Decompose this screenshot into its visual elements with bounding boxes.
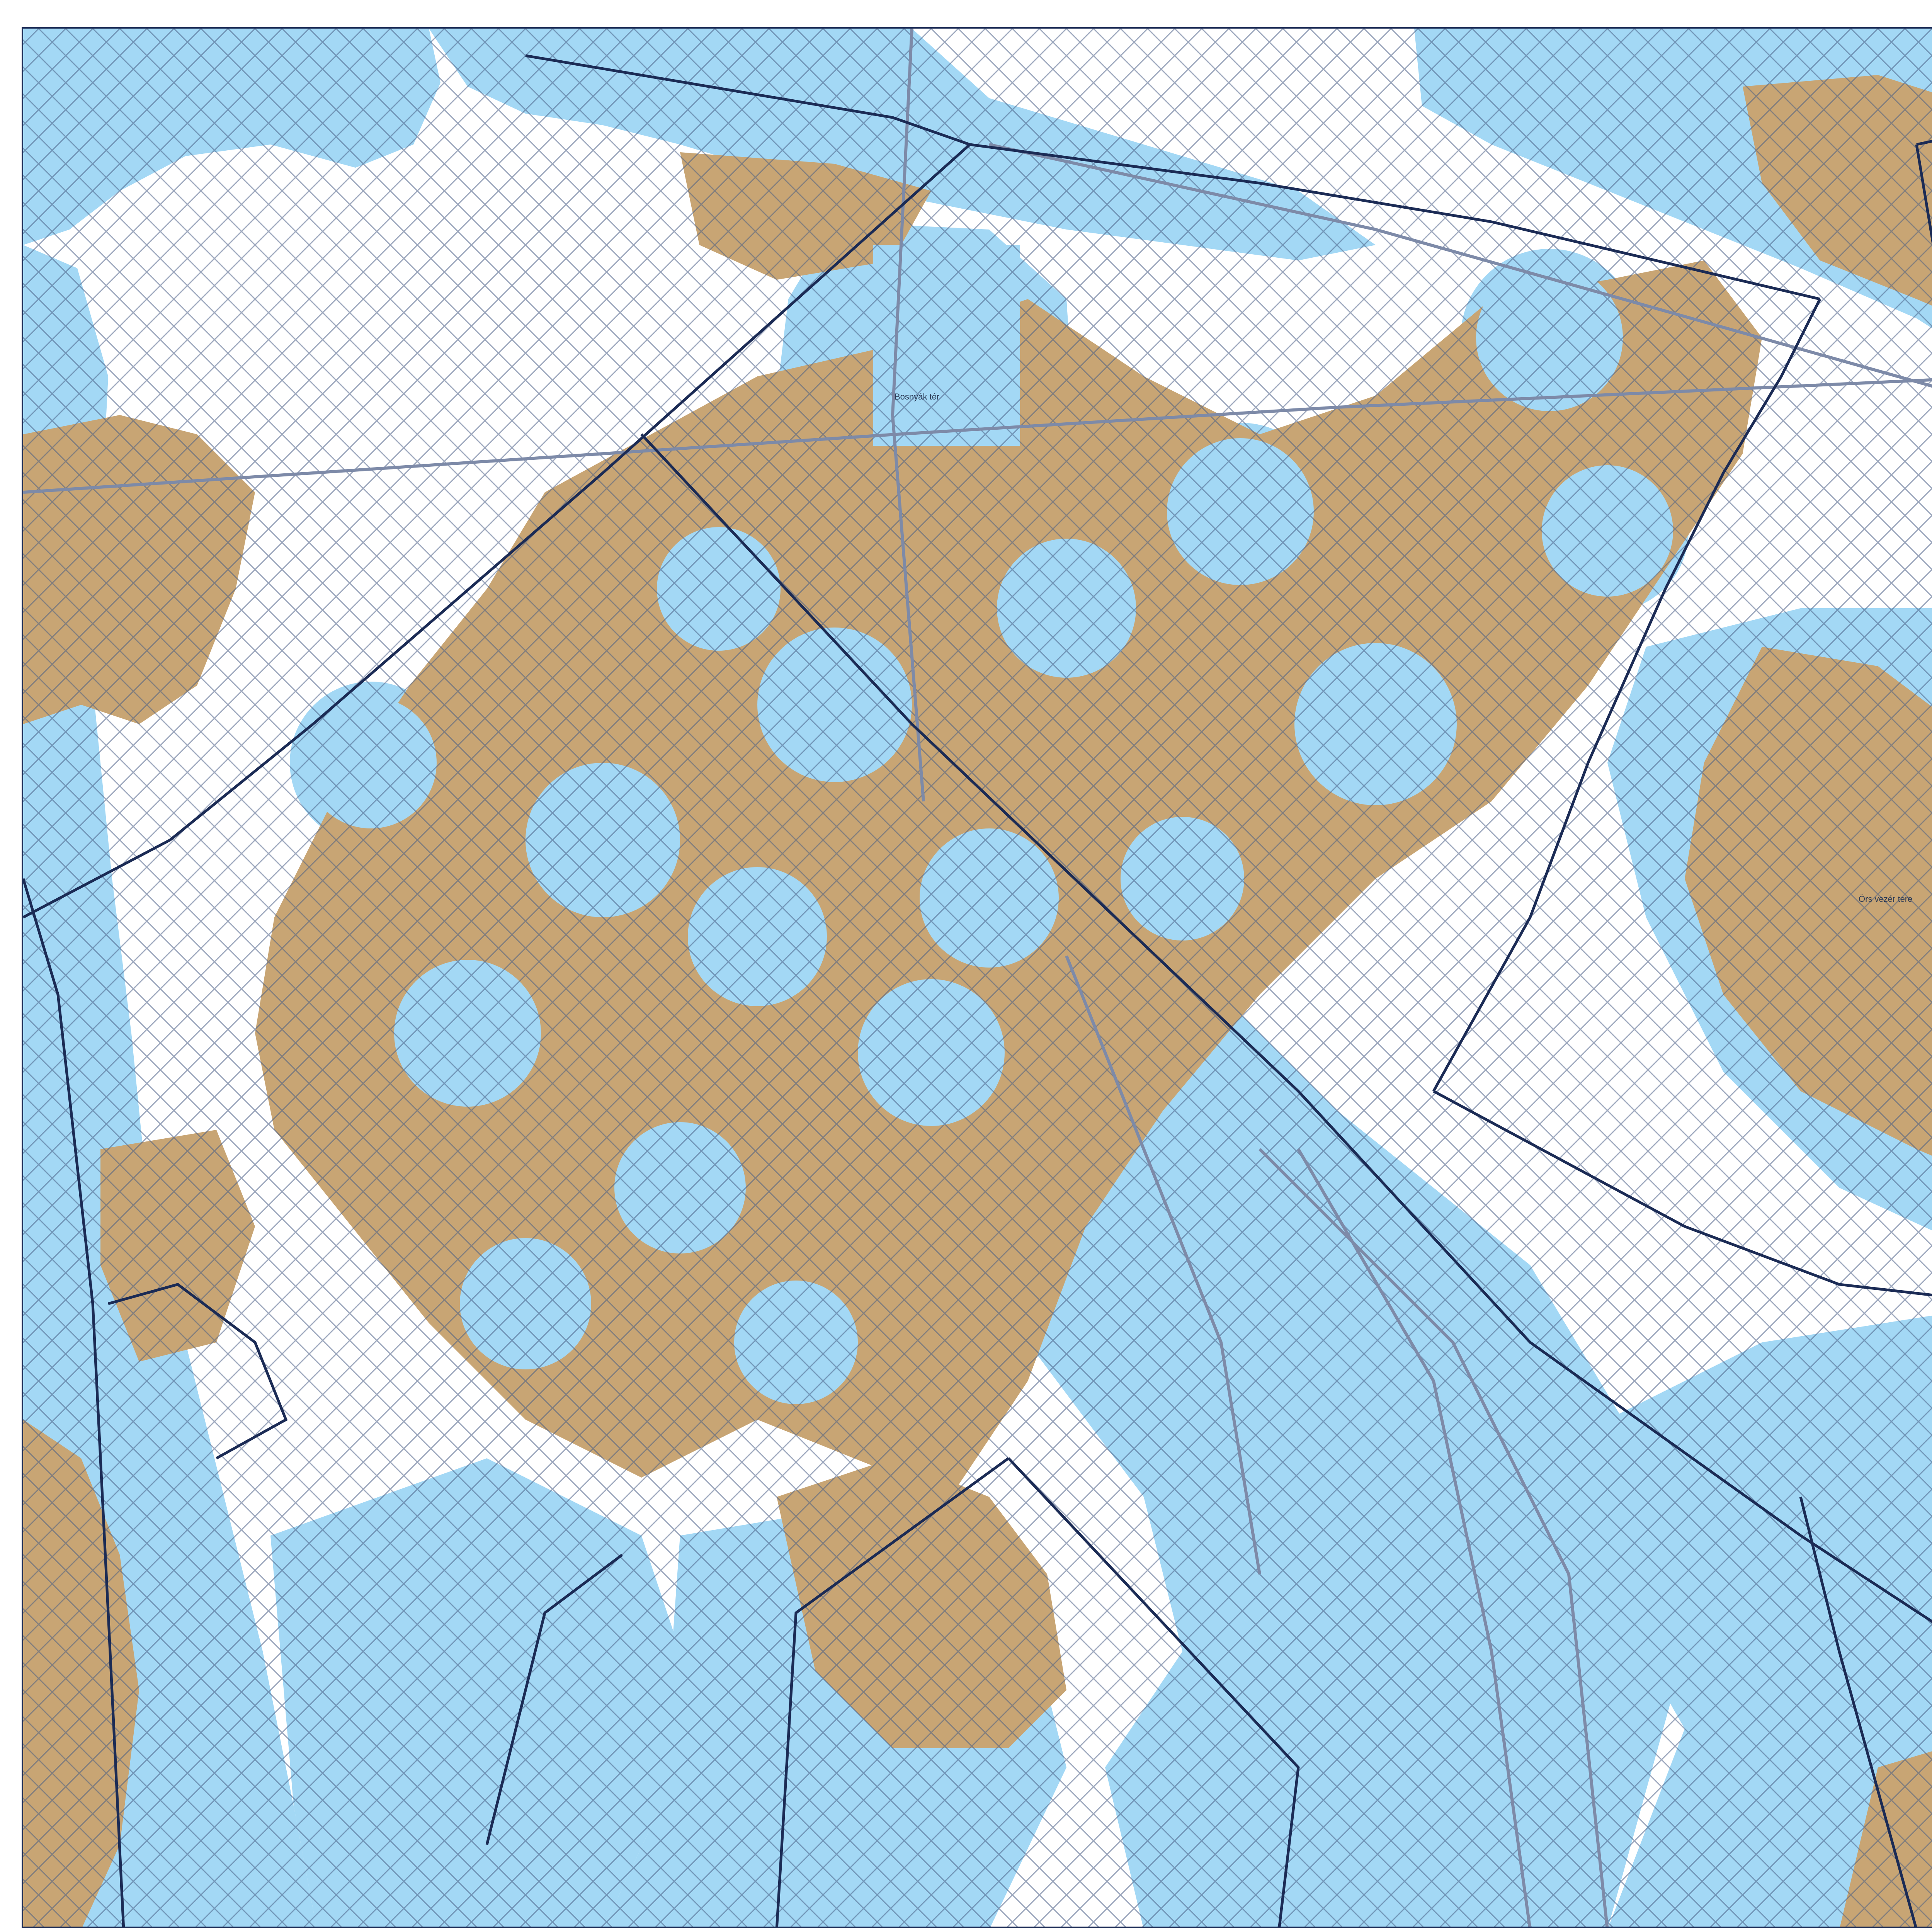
place-label: Bosnyák tér <box>895 392 940 401</box>
protected-buffer <box>858 979 1005 1126</box>
protected-buffer <box>460 1238 591 1369</box>
protected-buffer <box>757 628 912 782</box>
place-label: Örs vezér tere <box>1859 894 1913 904</box>
protected-buffer <box>1476 264 1623 411</box>
protected-buffer <box>1294 643 1457 805</box>
protected-buffer <box>526 763 680 917</box>
map-svg <box>23 29 1932 1928</box>
map-canvas[interactable] <box>22 27 1932 1928</box>
protected-buffer <box>1167 438 1314 585</box>
protected-buffer <box>1121 817 1244 940</box>
